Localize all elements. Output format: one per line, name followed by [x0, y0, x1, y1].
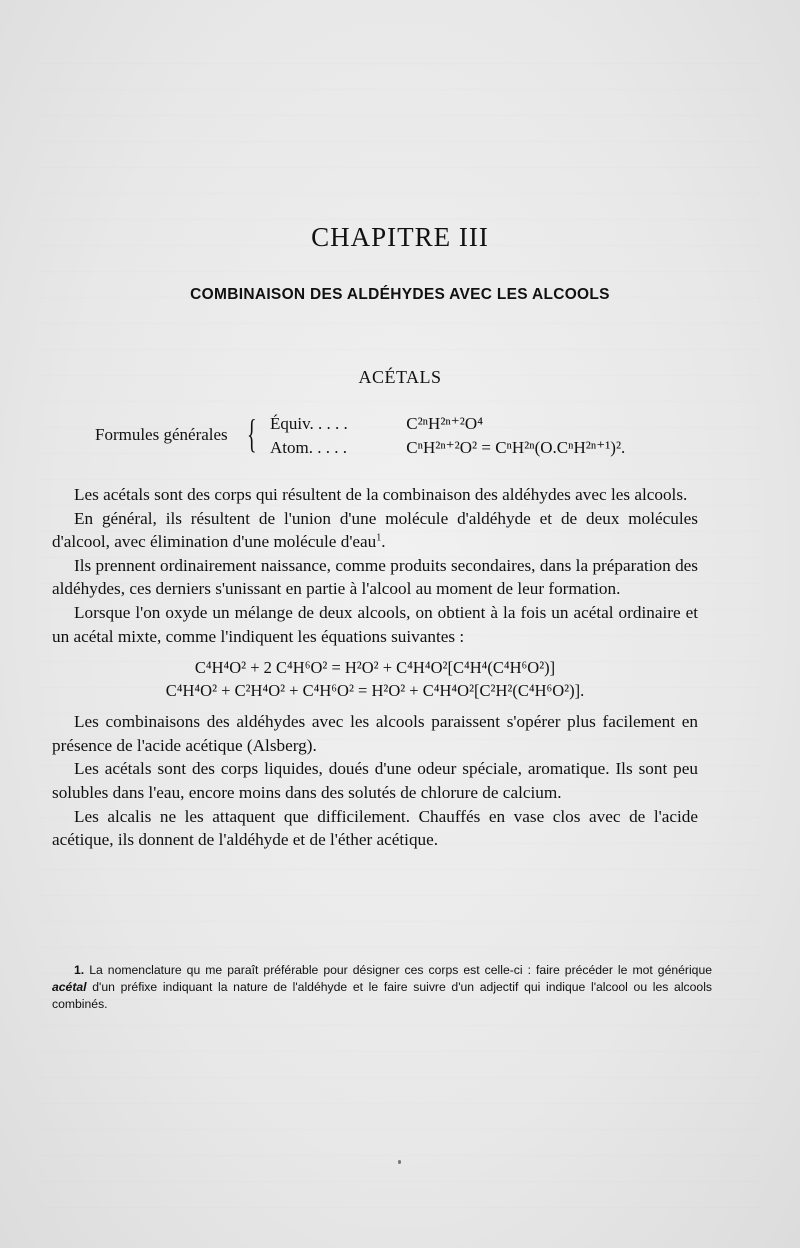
formula-equiv-key: Équiv. . . . . — [270, 414, 348, 433]
paragraph-2-end: . — [381, 532, 386, 552]
formula-atom-value: CⁿH²ⁿ⁺²O² = CⁿH²ⁿ(O.CⁿH²ⁿ⁺¹)². — [406, 438, 626, 457]
formula-atom-key: Atom. . . . . — [270, 438, 347, 457]
footnote-emphasis: acétal — [52, 980, 87, 994]
footnote-text-b: d'un préfixe indiquant la nature de l'aldéhyde et le faire suivre d'un adjectif qui indique l'alcool ou les alcools combinés. — [52, 980, 712, 1011]
paper-speck — [398, 1160, 401, 1164]
footnote-paragraph — [52, 962, 712, 1013]
paragraph-5: Les combinaisons des aldéhydes avec les alcools paraissent s'opérer plus facilement en présence de l'acide acétique (Alsberg). — [52, 712, 698, 755]
paragraph-2-text: En général, ils résultent de l'union d'une molécule d'aldéhyde et de deux molécules d'alcool, avec élimination d'une molécule d'eau — [52, 508, 698, 552]
equation-1: C⁴H⁴O² + 2 C⁴H⁶O² = H²O² + C⁴H⁴O²[C⁴H⁴(C⁴H⁶O²)] — [194, 658, 556, 678]
formulas-label: Formules générales — [95, 425, 228, 444]
paragraph-3: Ils prennent ordinairement naissance, comme produits secondaires, dans la préparation des aldéhydes, ces derniers s'unissant en partie à l'alcool au moment de leur formation. — [52, 555, 698, 599]
body-text — [52, 483, 698, 852]
section-title: COMBINAISON DES ALDÉHYDES AVEC LES ALCOOLS — [190, 286, 610, 303]
paragraph-4: Lorsque l'on oxyde un mélange de deux alcools, on obtient à la fois un acétal ordinaire et un acétal mixte, comme l'indiquent les équations suivantes : — [52, 602, 698, 646]
general-formulas — [95, 408, 715, 468]
paragraph-7: Les alcalis ne les attaquent que difficilement. Chauffés en vase clos avec de l'acide acétique, ils donnent de l'aldéhyde et de l'éther acétique. — [52, 806, 698, 850]
footnote-ref[interactable]: 1 — [376, 532, 382, 544]
subtitle: ACÉTALS — [358, 367, 442, 387]
brace-glyph: { — [247, 411, 257, 456]
chapter-title: CHAPITRE III — [311, 222, 489, 252]
footnote-mark: 1. — [74, 963, 85, 977]
paragraph-6: Les acétals sont des corps liquides, doués d'une odeur spéciale, aromatique. Ils sont peu solubles dans l'eau, encore moins dans des solutés de chlorure de calcium. — [52, 759, 698, 802]
paragraph-1: Les acétals sont des corps qui résultent de la combinaison des aldéhydes avec les alcools. — [74, 485, 688, 504]
equation-2: C⁴H⁴O² + C²H⁴O² + C⁴H⁶O² = H²O² + C⁴H⁴O²[C²H²(C⁴H⁶O²)]. — [165, 681, 585, 701]
formula-atom-row — [270, 438, 625, 458]
footnote — [52, 962, 712, 1013]
footnote-text-a: La nomenclature qu me paraît préférable pour désigner ces corps est celle-ci : faire précéder le mot générique — [89, 963, 712, 977]
paragraph-2 — [52, 507, 698, 554]
formula-equiv-value: C²ⁿH²ⁿ⁺²O⁴ — [406, 414, 484, 433]
formula-equiv-row — [270, 414, 483, 434]
